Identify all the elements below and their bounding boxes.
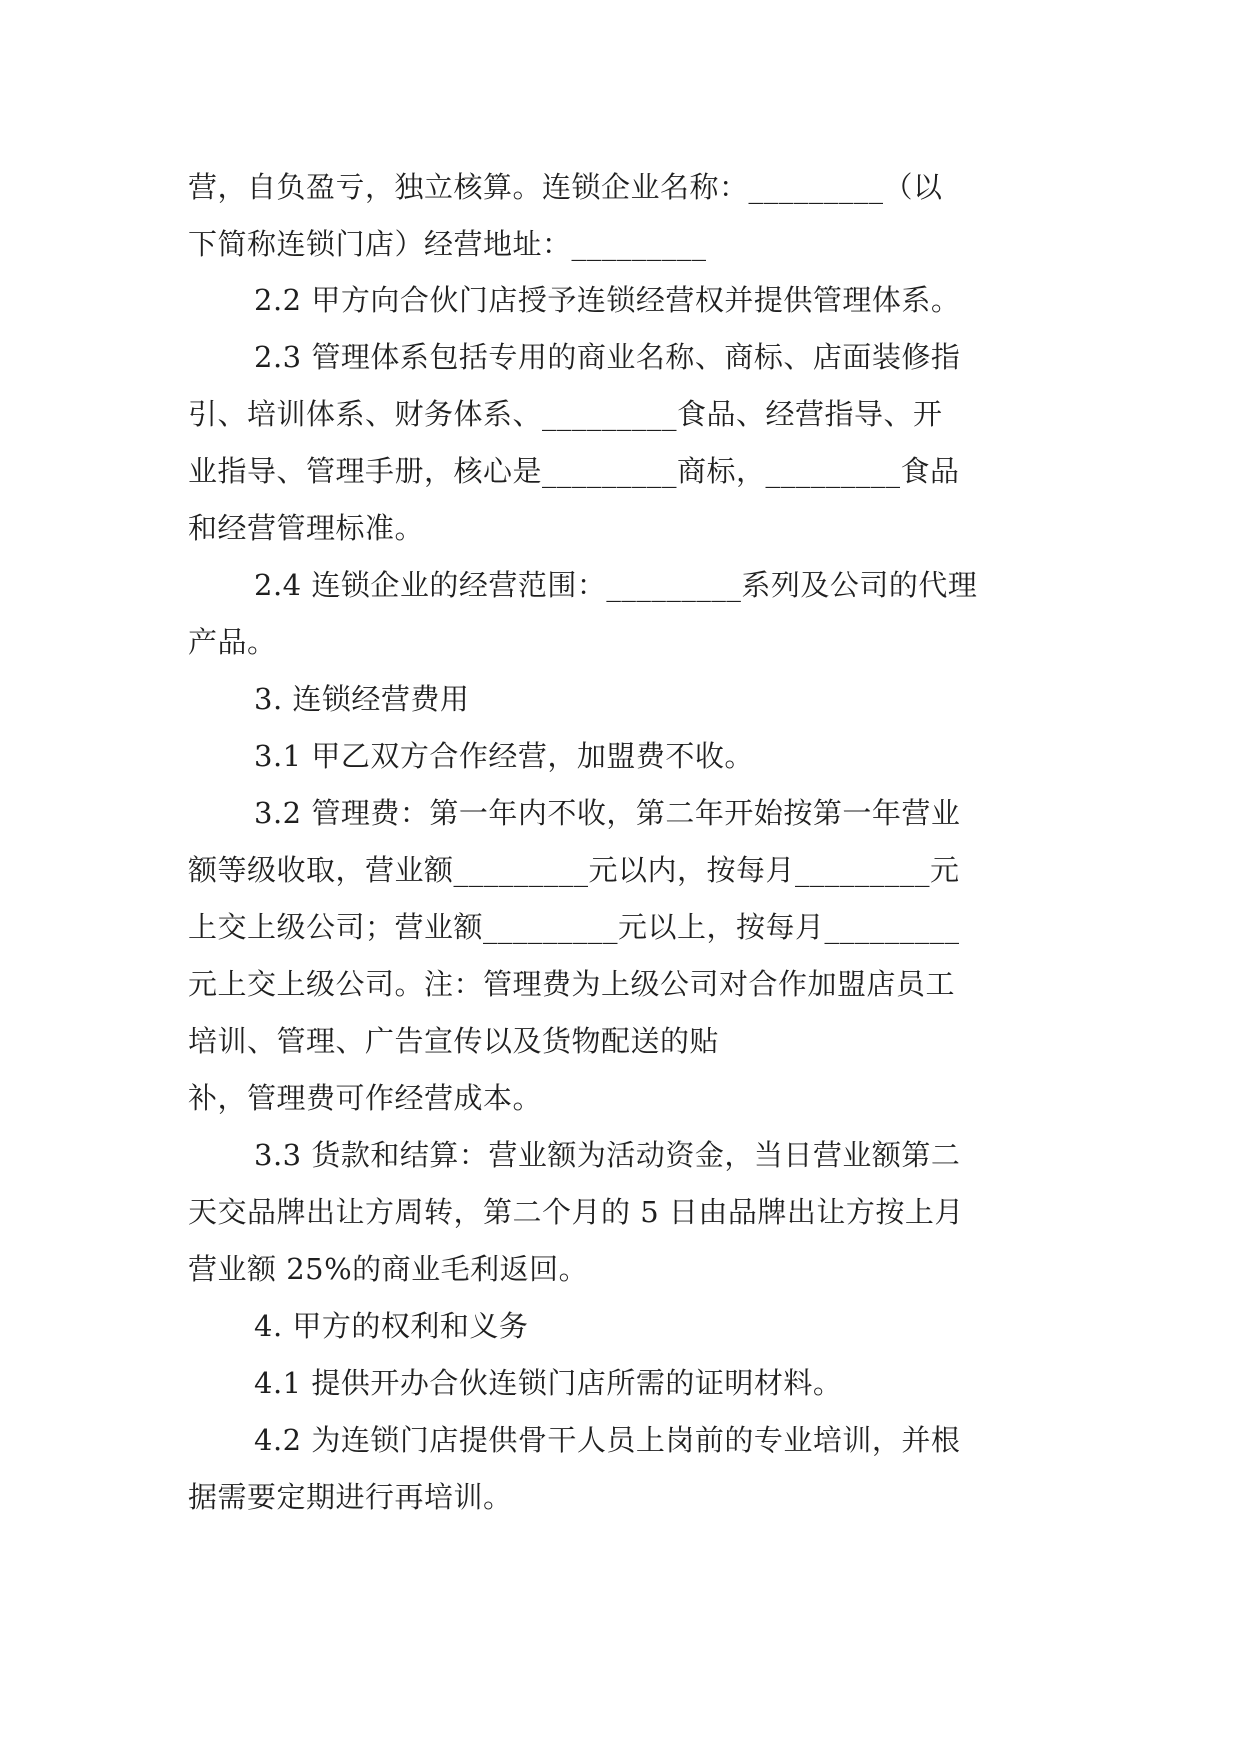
text-line: 引、培训体系、财务体系、_________食品、经营指导、开 xyxy=(188,397,943,431)
text-line: 2.3 管理体系包括专用的商业名称、商标、店面装修指 xyxy=(254,340,961,374)
text-line: 下简称连锁门店）经营地址：_________ xyxy=(188,227,707,261)
text-line: 补，管理费可作经营成本。 xyxy=(188,1081,543,1115)
text-line: 3.2 管理费：第一年内不收，第二年开始按第一年营业 xyxy=(254,796,961,830)
text-line: 额等级收取，营业额_________元以内，按每月_________元 xyxy=(188,853,960,887)
text-line: 4.1 提供开办合伙连锁门店所需的证明材料。 xyxy=(254,1366,843,1400)
text-line: 天交品牌出让方周转，第二个月的 5 日由品牌出让方按上月 xyxy=(188,1195,964,1229)
text-line: 业指导、管理手册，核心是_________商标，_________食品 xyxy=(188,454,960,488)
text-line: 和经营管理标准。 xyxy=(188,511,425,545)
text-line: 2.2 甲方向合伙门店授予连锁经营权并提供管理体系。 xyxy=(254,283,961,317)
text-line: 4.2 为连锁门店提供骨干人员上岗前的专业培训，并根 xyxy=(254,1423,961,1457)
text-line: 培训、管理、广告宣传以及货物配送的贴 xyxy=(188,1024,720,1058)
text-line: 2.4 连锁企业的经营范围：_________系列及公司的代理 xyxy=(254,568,978,602)
text-line: 据需要定期进行再培训。 xyxy=(188,1480,513,1514)
text-line: 产品。 xyxy=(188,625,277,659)
section-heading: 4. 甲方的权利和义务 xyxy=(254,1309,529,1343)
section-heading: 3. 连锁经营费用 xyxy=(254,682,470,716)
text-line: 元上交上级公司。注：管理费为上级公司对合作加盟店员工 xyxy=(188,967,956,1001)
text-line: 营业额 25%的商业毛利返回。 xyxy=(188,1252,589,1286)
text-line: 上交上级公司；营业额_________元以上，按每月_________ xyxy=(188,910,960,944)
text-line: 3.3 货款和结算：营业额为活动资金，当日营业额第二 xyxy=(254,1138,961,1172)
text-line: 3.1 甲乙双方合作经营，加盟费不收。 xyxy=(254,739,754,773)
text-line: 营，自负盈亏，独立核算。连锁企业名称：_________（以 xyxy=(188,170,943,204)
